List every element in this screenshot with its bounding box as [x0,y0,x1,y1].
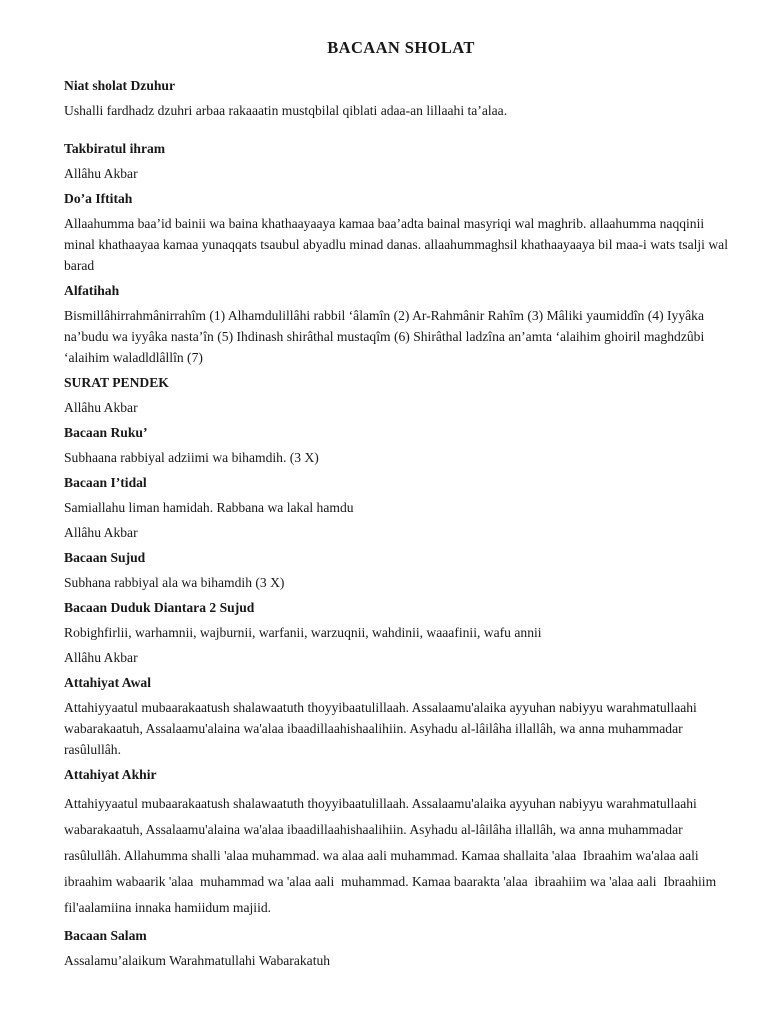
paragraph-niat: Ushalli fardhadz dzuhri arbaa rakaaatin mustqbilal qiblati adaa-an lillaahi ta’alaa. [64,103,508,118]
section-heading-alfatihah: Alfatihah [64,283,120,298]
paragraph-takbir-2: Allâhu Akbar [64,400,138,415]
paragraph-alfatihah: Bismillâhirrahmânirrahîm (1) Alhamdulillâhi rabbil ‘âlamîn (2) Ar-Rahmânir Rahîm (3) Mâliki yaumiddîn (4) Iyyâka na’budu wa iyyâka nasta’în (5) Ihdinash shirâthal mustaqîm (6) Shirâthal ladzîna an’amta ‘alaihim ghoiril maghdzûbi ‘alaihim waladldlâllîn (7) [64,308,705,365]
section-heading-doa-iftitah: Do’a Iftitah [64,191,133,206]
section-heading-takbiratul-ihram: Takbiratul ihram [64,141,166,156]
paragraph-takbir-3: Allâhu Akbar [64,525,138,540]
paragraph-ruku: Subhaana rabbiyal adziimi wa bihamdih. (3 X) [64,450,319,465]
paragraph-iftitah: Allaahumma baa’id bainii wa baina khathaayaaya kamaa baa’adta bainal masyriqi wal maghrib. allaahumma naqqinii minal khathaayaa kamaa yunaqqats tsaubul abyadlu minad danas. allaahummaghsil khathaayaaya bil maa-i wats tsalji wal barad [64,216,728,273]
section-heading-attahiyat-awal: Attahiyat Awal [64,675,151,690]
paragraph-salam: Assalamu’alaikum Warahmatullahi Wabarakatuh [64,953,331,968]
section-heading-duduk-diantara-2-sujud: Bacaan Duduk Diantara 2 Sujud [64,600,255,615]
paragraph-takbir-4: Allâhu Akbar [64,650,138,665]
paragraph-attahiyat-awal: Attahiyyaatul mubaarakaatush shalawaatuth thoyyibaatulillaah. Assalaamu'alaika ayyuhan nabiyyu warahmatullaahi wabarakaatuh, Assalaamu'alaina wa'alaa ibaadillaahishaalihiin. Asyhadu al-lâilâha illallâh, wa anna muhammadar rasûlullâh. [64,700,697,757]
paragraph-attahiyat-akhir: Attahiyyaatul mubaarakaatush shalawaatuth thoyyibaatulillaah. Assalaamu'alaika ayyuhan nabiyyu warahmatullaahi wabarakaatuh, Assalaamu'alaina wa'alaa ibaadillaahishaalihiin. Asyhadu al-lâilâha illallâh, wa anna muhammadar rasûlullâh. Allahumma shalli 'alaa muhammad. wa alaa aali muhammad. Kamaa shallaita 'alaa Ibraahim wa'alaa aali ibraahim wabaarik 'alaa muhammad wa 'alaa aali muhammad. Kamaa baarakta 'alaa ibraahiim wa 'alaa aali Ibraahiim fil'aalamiina innaka hamiidum majiid. [64,796,720,915]
section-heading-bacaan-ruku: Bacaan Ruku’ [64,425,148,440]
paragraph-sujud: Subhana rabbiyal ala wa bihamdih (3 X) [64,575,285,590]
section-heading-bacaan-salam: Bacaan Salam [64,928,147,943]
section-heading-bacaan-sujud: Bacaan Sujud [64,550,146,565]
paragraph-takbir: Allâhu Akbar [64,166,138,181]
document-title: BACAAN SHOLAT [327,38,475,57]
section-heading-attahiyat-akhir: Attahiyat Akhir [64,767,157,782]
paragraph-itidal: Samiallahu liman hamidah. Rabbana wa lakal hamdu [64,500,354,515]
section-heading-niat: Niat sholat Dzuhur [64,78,176,93]
section-heading-bacaan-itidal: Bacaan I’tidal [64,475,147,490]
paragraph-duduk: Robighfirlii, warhamnii, wajburnii, warfanii, warzuqnii, wahdinii, waaafinii, wafu annii [64,625,542,640]
section-heading-surat-pendek: SURAT PENDEK [64,375,169,390]
